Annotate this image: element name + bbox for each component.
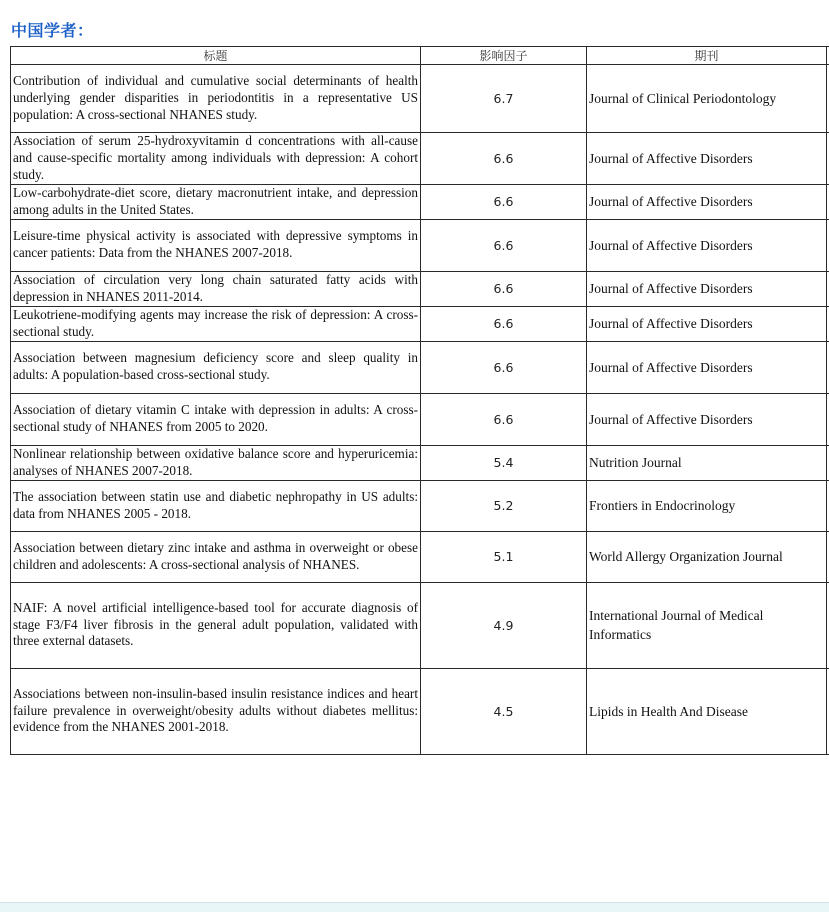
paper-title-cell: Nonlinear relationship between oxidative balance score and hyperuricemia: analyses of NHANES 2007-2018.	[11, 445, 421, 480]
table-row	[11, 341, 829, 393]
paper-title-cell: NAIF: A novel artificial intelligence-based tool for accurate diagnosis of stage F3/F4 liver fibrosis in the general adult population, validated with three external datasets.	[11, 582, 421, 668]
impact-factor-cell: 4.5	[421, 668, 587, 754]
table-row	[11, 480, 829, 531]
journal-cell: Nutrition Journal	[587, 445, 827, 480]
impact-factor-cell: 6.6	[421, 133, 587, 185]
journal-cell: Journal of Affective Disorders	[587, 341, 827, 393]
paper-title-cell: Association between dietary zinc intake and asthma in overweight or obese children and adolescents: A cross-sectional analysis of NHANES.	[11, 531, 421, 582]
paper-title-cell: Low-carbohydrate-diet score, dietary macronutrient intake, and depression among adults in the United States.	[11, 185, 421, 220]
impact-factor-cell: 6.6	[421, 341, 587, 393]
table-row	[11, 668, 829, 754]
table-row	[11, 531, 829, 582]
journal-cell: Journal of Affective Disorders	[587, 185, 827, 220]
journal-cell: World Allergy Organization Journal	[587, 531, 827, 582]
paper-title-cell: Association between magnesium deficiency score and sleep quality in adults: A population-based cross-sectional study.	[11, 341, 421, 393]
table-row	[11, 271, 829, 306]
impact-factor-cell: 5.2	[421, 480, 587, 531]
impact-factor-cell: 6.6	[421, 185, 587, 220]
table-header-row	[11, 47, 829, 65]
impact-factor-cell: 6.6	[421, 271, 587, 306]
impact-factor-cell: 4.9	[421, 582, 587, 668]
journal-cell: Journal of Affective Disorders	[587, 219, 827, 271]
table-row	[11, 65, 829, 133]
column-header-impact-factor: 影响因子	[421, 47, 587, 65]
journal-cell: Journal of Clinical Periodontology	[587, 65, 827, 133]
table-row	[11, 185, 829, 220]
paper-title-cell: Leukotriene-modifying agents may increase the risk of depression: A cross-sectional study.	[11, 306, 421, 341]
paper-title-cell: Association of circulation very long chain saturated fatty acids with depression in NHANES 2011-2014.	[11, 271, 421, 306]
journal-cell: Journal of Affective Disorders	[587, 133, 827, 185]
paper-title-cell: Associations between non-insulin-based insulin resistance indices and heart failure prevalence in overweight/obesity adults without diabetes mellitus: evidence from the NHANES 2001-2018.	[11, 668, 421, 754]
journal-cell: Journal of Affective Disorders	[587, 393, 827, 445]
table-row	[11, 133, 829, 185]
impact-factor-cell: 5.1	[421, 531, 587, 582]
impact-factor-cell: 6.6	[421, 219, 587, 271]
table-row	[11, 306, 829, 341]
journal-cell: International Journal of Medical Informatics	[587, 582, 827, 668]
journal-cell: Journal of Affective Disorders	[587, 271, 827, 306]
journal-cell: Lipids in Health And Disease	[587, 668, 827, 754]
impact-factor-cell: 6.7	[421, 65, 587, 133]
paper-title-cell: Contribution of individual and cumulative social determinants of health underlying gender disparities in periodontitis in a representative US population: A cross-sectional NHANES study.	[11, 65, 421, 133]
paper-title-cell: Leisure-time physical activity is associated with depressive symptoms in cancer patients: Data from the NHANES 2007-2018.	[11, 219, 421, 271]
table-row	[11, 445, 829, 480]
paper-title-cell: Association of serum 25-hydroxyvitamin d concentrations with all-cause and cause-specific mortality among individuals with depression: A cohort study.	[11, 133, 421, 185]
impact-factor-cell: 5.4	[421, 445, 587, 480]
table-row	[11, 219, 829, 271]
column-header-journal: 期刊	[587, 47, 827, 65]
paper-title-cell: Association of dietary vitamin C intake with depression in adults: A cross-sectional study of NHANES from 2005 to 2020.	[11, 393, 421, 445]
papers-table	[10, 46, 829, 755]
impact-factor-cell: 6.6	[421, 306, 587, 341]
table-row	[11, 582, 829, 668]
journal-cell: Frontiers in Endocrinology	[587, 480, 827, 531]
section-heading: 中国学者：	[11, 18, 94, 41]
table-row	[11, 393, 829, 445]
journal-cell: Journal of Affective Disorders	[587, 306, 827, 341]
impact-factor-cell: 6.6	[421, 393, 587, 445]
column-header-title: 标题	[11, 47, 421, 65]
paper-title-cell: The association between statin use and diabetic nephropathy in US adults: data from NHANES 2005 - 2018.	[11, 480, 421, 531]
